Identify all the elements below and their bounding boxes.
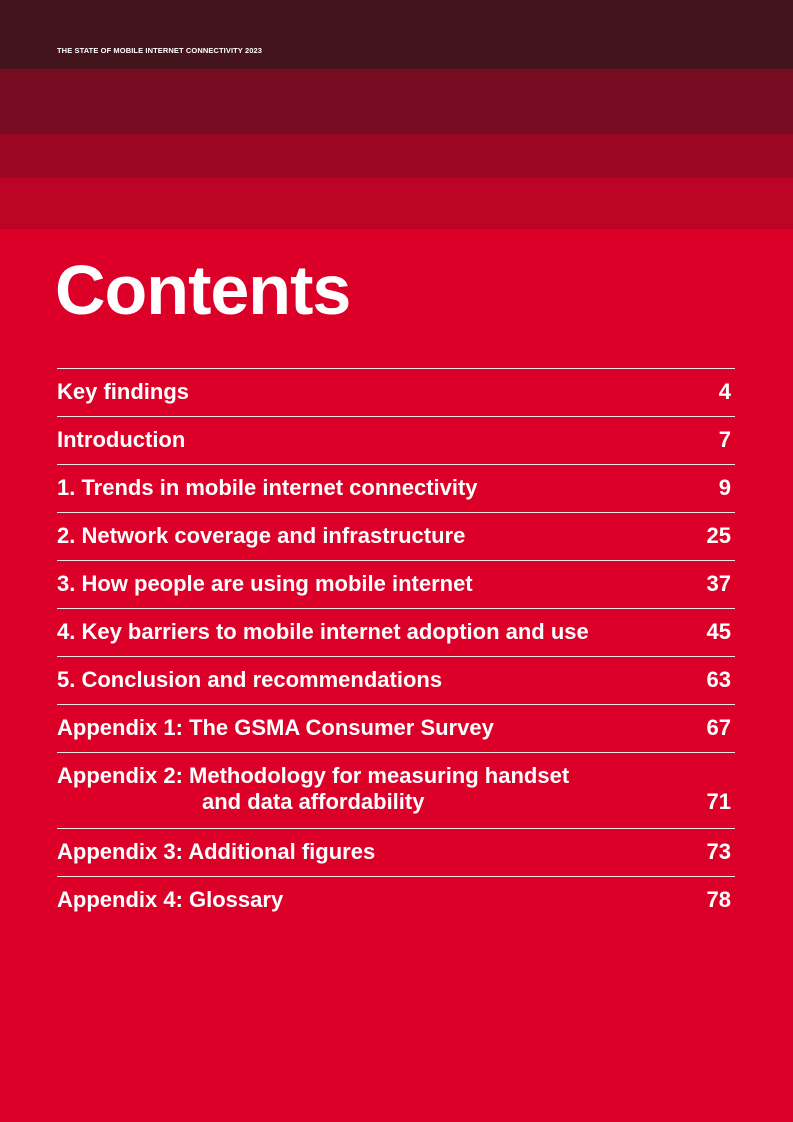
toc-entry-appendix-1[interactable] [57, 705, 735, 753]
toc-entry-page: 78 [706, 887, 731, 912]
toc-entry-section-2[interactable] [57, 513, 735, 561]
toc-entry-section-3[interactable] [57, 561, 735, 609]
toc-entry-page: 67 [706, 715, 731, 740]
toc-entry-label: Appendix 1: The GSMA Consumer Survey [57, 715, 494, 740]
header-band-2 [0, 69, 793, 134]
toc-entry-page: 63 [706, 667, 731, 692]
toc-entry-section-1[interactable] [57, 465, 735, 513]
header-band-4 [0, 178, 793, 229]
toc-entry-label: 1. Trends in mobile internet connectivity [57, 475, 478, 500]
toc-entry-page: 71 [706, 789, 731, 814]
toc-entry-appendix-3[interactable] [57, 829, 735, 877]
toc-entry-page: 73 [706, 839, 731, 864]
toc-entry-label: 5. Conclusion and recommendations [57, 667, 443, 692]
toc-entry-label: Key findings [57, 379, 190, 404]
toc-entry-page: 45 [706, 619, 731, 644]
toc-entry-label-line-1: Appendix 2: Methodology for measuring handset [57, 763, 570, 788]
toc-entry-section-5[interactable] [57, 657, 735, 705]
toc-entry-label-line-2: and data affordability [202, 789, 425, 814]
header-band-dark [0, 0, 793, 69]
toc-entry-page: 9 [718, 475, 731, 500]
toc-entry-appendix-2[interactable] [57, 753, 735, 829]
toc-entry-page: 7 [718, 427, 731, 452]
table-of-contents [57, 368, 735, 925]
header-band-3 [0, 134, 793, 178]
toc-entry-introduction[interactable] [57, 417, 735, 465]
toc-entry-key-findings[interactable] [57, 369, 735, 417]
toc-entry-page: 4 [718, 379, 731, 404]
toc-entry-label: 4. Key barriers to mobile internet adoption and use [57, 619, 589, 644]
toc-entry-label: 2. Network coverage and infrastructure [57, 523, 466, 548]
toc-entry-label: Appendix 3: Additional figures [57, 839, 376, 864]
toc-entry-label: Introduction [57, 427, 186, 452]
toc-entry-appendix-4[interactable] [57, 877, 735, 925]
toc-entry-page: 37 [706, 571, 731, 596]
toc-entry-label: 3. How people are using mobile internet [57, 571, 473, 596]
toc-entry-label [57, 763, 569, 815]
toc-entry-label: Appendix 4: Glossary [57, 887, 284, 912]
toc-entry-section-4[interactable] [57, 609, 735, 657]
toc-entry-page: 25 [706, 523, 731, 548]
page-title: Contents [55, 251, 351, 329]
running-header: THE STATE OF MOBILE INTERNET CONNECTIVITY 2023 [57, 46, 263, 55]
